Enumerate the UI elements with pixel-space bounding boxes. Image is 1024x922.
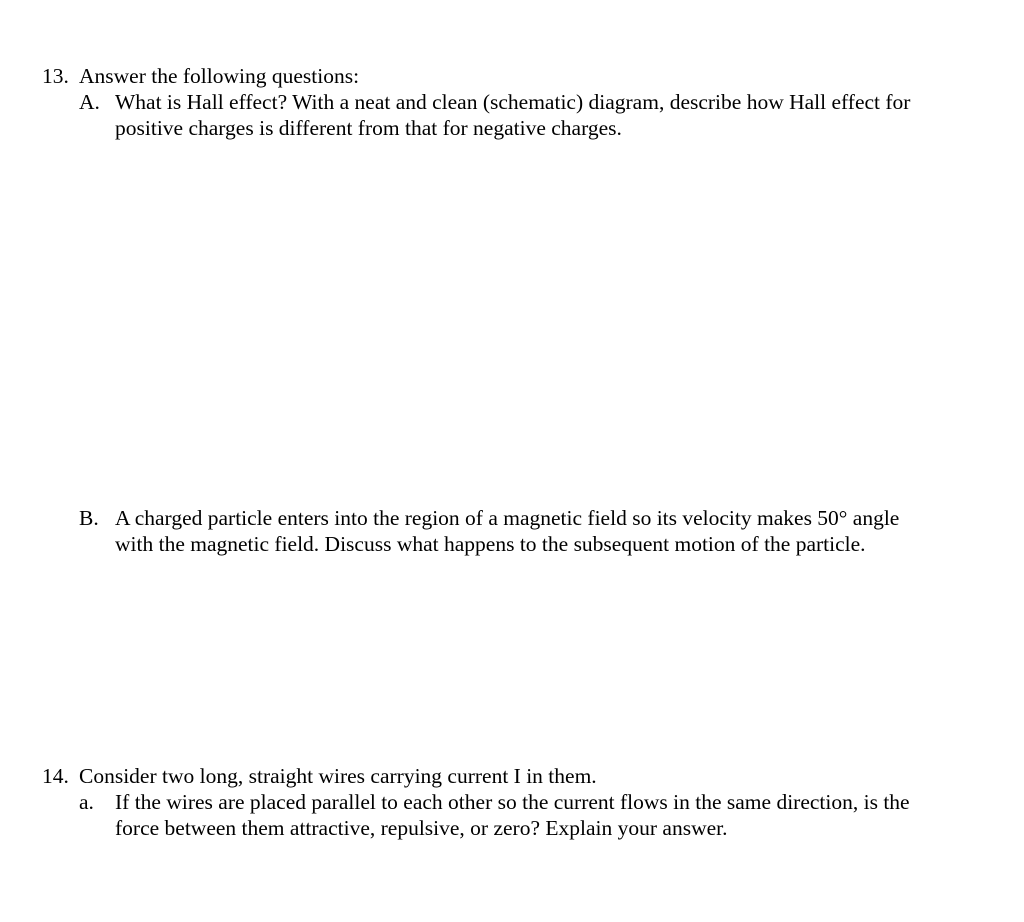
part-b-line-1: A charged particle enters into the region of a magnetic field so its velocity makes 50° angle: [115, 506, 900, 530]
question-13-prompt: Answer the following questions:: [79, 64, 360, 88]
question-13-number: 13.: [42, 64, 69, 88]
part-a-line-2: positive charges is different from that for negative charges.: [115, 116, 622, 140]
part-a-text: [115, 789, 910, 841]
part-a-label: A.: [79, 90, 100, 114]
part-a-line-1: If the wires are placed parallel to each other so the current flows in the same direction, is the: [115, 790, 910, 814]
part-a-line-1: What is Hall effect? With a neat and clean (schematic) diagram, describe how Hall effect for: [115, 90, 911, 114]
question-14-number: 14.: [42, 764, 69, 788]
part-b-label: B.: [79, 506, 99, 530]
part-a-text: [115, 89, 910, 141]
part-a-label: a.: [79, 790, 94, 814]
question-14-prompt: Consider two long, straight wires carrying current I in them.: [79, 764, 597, 788]
part-a-line-2: force between them attractive, repulsive, or zero? Explain your answer.: [115, 816, 728, 840]
part-b-line-2: with the magnetic field. Discuss what happens to the subsequent motion of the particle.: [115, 532, 866, 556]
part-b-text: [115, 505, 899, 557]
